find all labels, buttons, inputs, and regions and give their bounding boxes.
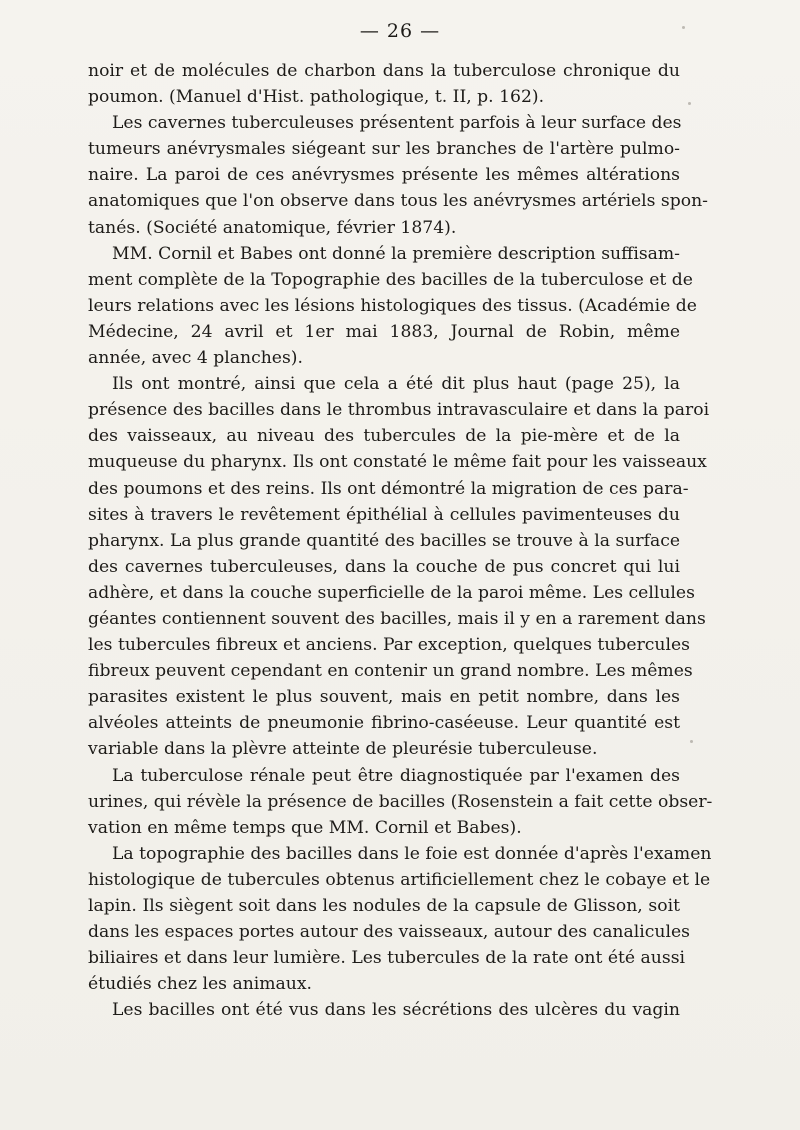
text-line: parasites existent le plus souvent, mais en petit nombre, dans les bbox=[88, 687, 680, 708]
page-number: — 26 — bbox=[359, 20, 441, 42]
text-line: présence des bacilles dans le thrombus intravasculaire et dans la paroi bbox=[88, 400, 710, 421]
text-line: géantes contiennent souvent des bacilles, mais il y en a rarement dans bbox=[88, 608, 706, 629]
text-line: histologique de tubercules obtenus artificiellement chez le cobaye et le bbox=[88, 869, 711, 890]
text-line: tumeurs anévrysmales siégeant sur les branches de l'artère pulmo- bbox=[88, 139, 680, 160]
text-line: adhère, et dans la couche superficielle de la paroi même. Les cellules bbox=[88, 582, 695, 603]
text-line: fibreux peuvent cependant en contenir un grand nombre. Les mêmes bbox=[88, 661, 693, 682]
text-line: noir et de molécules de charbon dans la tuberculose chronique du bbox=[88, 61, 680, 81]
text-line: vation en même temps que MM. Cornil et Babes). bbox=[88, 817, 522, 838]
text-line: anatomiques que l'on observe dans tous les anévrysmes artériels spon- bbox=[88, 191, 708, 212]
text-line: muqueuse du pharynx. Ils ont constaté le même fait pour les vaisseaux bbox=[88, 452, 707, 473]
text-line: Ils ont montré, ainsi que cela a été dit plus haut (page 25), la bbox=[112, 374, 680, 395]
text-line: des vaisseaux, au niveau des tubercules de la pie-mère et de la bbox=[88, 426, 680, 447]
text-line: La tuberculose rénale peut être diagnostiquée par l'examen des bbox=[112, 765, 680, 786]
text-line: année, avec 4 planches). bbox=[88, 348, 303, 369]
text-line: urines, qui révèle la présence de bacilles (Rosenstein a fait cette obser- bbox=[88, 791, 713, 812]
text-line: pharynx. La plus grande quantité des bacilles se trouve à la surface bbox=[88, 530, 680, 551]
text-line: étudiés chez les animaux. bbox=[88, 974, 313, 995]
body-text bbox=[88, 58, 713, 1023]
text-line: poumon. (Manuel d'Hist. pathologique, t. II, p. 162). bbox=[88, 87, 545, 108]
text-line: Les cavernes tuberculeuses présentent parfois à leur surface des bbox=[112, 113, 682, 134]
text-line: lapin. Ils siègent soit dans les nodules de la capsule de Glisson, soit bbox=[88, 896, 680, 916]
text-line: naire. La paroi de ces anévrysmes présente les mêmes altérations bbox=[88, 165, 680, 186]
text-line: La topographie des bacilles dans le foie est donnée d'après l'examen bbox=[112, 843, 712, 864]
text-line: des cavernes tuberculeuses, dans la couche de pus concret qui lui bbox=[88, 556, 680, 577]
text-line: variable dans la plèvre atteinte de pleurésie tuberculeuse. bbox=[88, 739, 598, 760]
text-line: dans les espaces portes autour des vaisseaux, autour des canalicules bbox=[88, 922, 690, 943]
text-line: Médecine, 24 avril et 1er mai 1883, Journal de Robin, même bbox=[88, 321, 680, 342]
paper-speck bbox=[682, 26, 685, 29]
paper-speck bbox=[690, 740, 693, 743]
text-line: les tubercules fibreux et anciens. Par exception, quelques tubercules bbox=[88, 635, 690, 656]
text-line: Les bacilles ont été vus dans les sécrétions des ulcères du vagin bbox=[112, 1000, 680, 1021]
text-line: tanés. (Société anatomique, février 1874). bbox=[88, 217, 457, 238]
text-line: biliaires et dans leur lumière. Les tubercules de la rate ont été aussi bbox=[88, 948, 686, 969]
text-line: des poumons et des reins. Ils ont démontré la migration de ces para- bbox=[88, 478, 689, 499]
text-line: sites à travers le revêtement épithélial à cellules pavimenteuses du bbox=[88, 504, 680, 525]
text-line: leurs relations avec les lésions histologiques des tissus. (Académie de bbox=[88, 295, 697, 316]
text-line: alvéoles atteints de pneumonie fibrino-caséeuse. Leur quantité est bbox=[88, 713, 680, 734]
text-line: ment complète de la Topographie des bacilles de la tuberculose et de bbox=[88, 269, 693, 290]
paper-speck bbox=[688, 102, 691, 105]
text-line: MM. Cornil et Babes ont donné la première description suffisam- bbox=[112, 243, 680, 264]
